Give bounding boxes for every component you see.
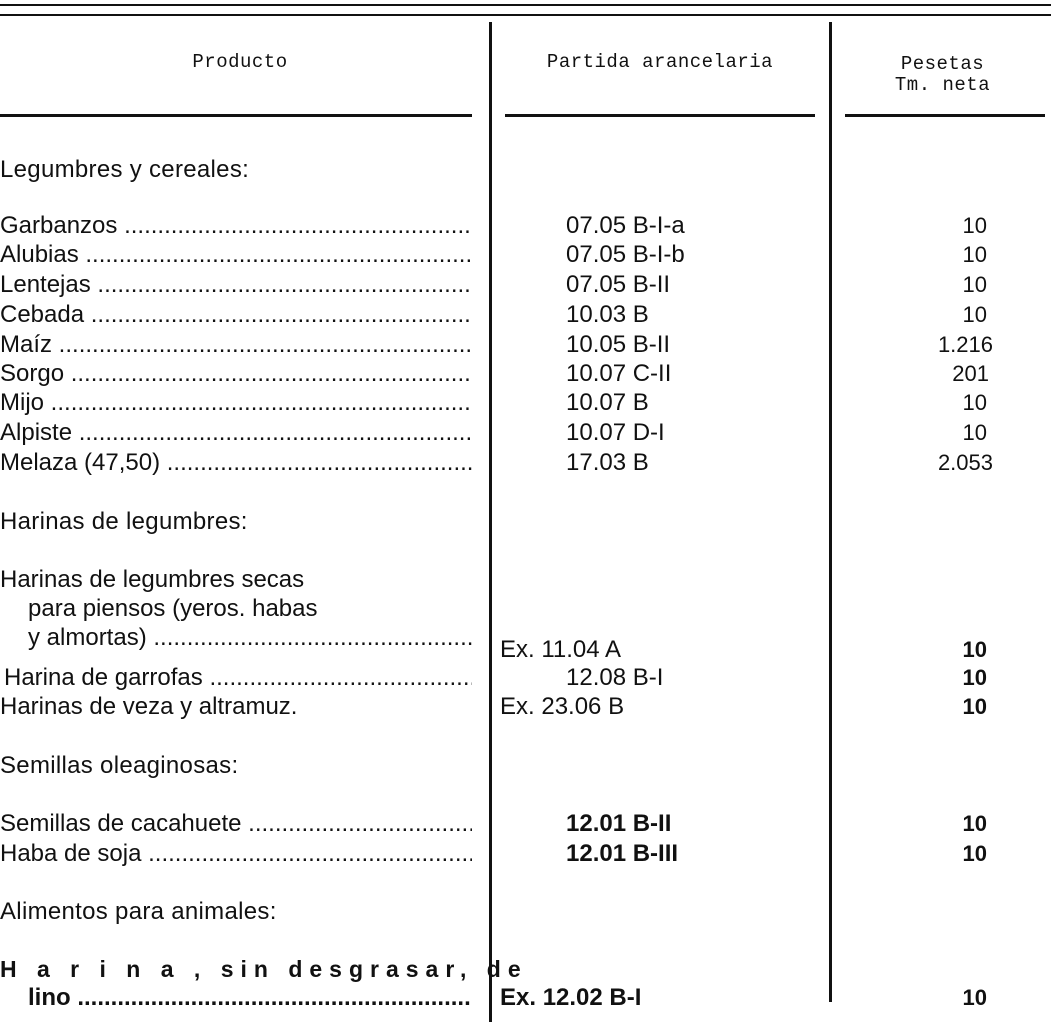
section-title: Legumbres y cereales: <box>0 156 250 183</box>
product-name-line: Harinas de legumbres secas <box>0 566 305 593</box>
price-value: 10 <box>962 242 987 267</box>
header-rule-producto <box>0 114 472 117</box>
product-name-line: para piensos (yeros. habas <box>28 595 318 622</box>
table-row <box>0 840 1051 870</box>
tariff-code: 12.08 B-I <box>566 664 664 691</box>
table-row <box>0 360 1051 390</box>
product-name: Haba de soja ..... <box>0 840 472 868</box>
product-name: Alpiste ..... <box>0 419 472 447</box>
tariff-code: 10.03 B <box>566 301 649 328</box>
price-value: 10 <box>962 985 987 1010</box>
price-value: 2.053 <box>937 450 993 475</box>
product-name: Cebada ..... <box>0 301 472 329</box>
header-pesetas-line2: Tm. neta <box>894 74 991 96</box>
table-row <box>0 810 1051 840</box>
product-name: Lentejas ..... <box>0 271 472 299</box>
price-value: 10 <box>962 665 987 690</box>
table-row <box>0 241 1051 271</box>
tariff-code: Ex. 23.06 B <box>500 693 625 720</box>
price-value: 1.216 <box>937 332 993 357</box>
product-name: Maíz ..... <box>0 331 472 359</box>
section-title: Harinas de legumbres: <box>0 508 248 535</box>
tariff-code: 12.01 B-III <box>566 840 679 867</box>
price-value: 10 <box>962 213 987 238</box>
price-value: 10 <box>962 694 987 719</box>
product-name: Harinas de veza y altramuz. <box>0 693 298 720</box>
product-name: Alubias ..... <box>0 241 472 269</box>
header-pesetas <box>840 54 1045 96</box>
table-row <box>0 212 1051 242</box>
tariff-code: 10.07 C-II <box>566 360 672 387</box>
tariff-code: 10.07 B <box>566 389 649 416</box>
section-title: Alimentos para animales: <box>0 898 277 925</box>
price-value: 10 <box>962 420 987 445</box>
price-value: 10 <box>962 390 987 415</box>
table-row <box>0 664 1051 694</box>
product-name-line <box>0 955 528 983</box>
product-name: Garbanzos ..... <box>0 212 472 240</box>
top-rule-second <box>0 14 1051 16</box>
tariff-code: Ex. 11.04 A <box>500 636 621 663</box>
header-partida: Partida arancelaria <box>546 51 774 73</box>
price-value: 10 <box>962 841 987 866</box>
table-row <box>0 955 1051 1017</box>
section-title: Semillas oleaginosas: <box>0 752 239 779</box>
product-name-line: y almortas) ..... <box>28 624 472 652</box>
tariff-code: 10.05 B-II <box>566 331 671 358</box>
table-row <box>0 301 1051 331</box>
price-value: 201 <box>952 361 989 386</box>
price-value: 10 <box>962 811 987 836</box>
tariff-code: Ex. 12.02 B-I <box>500 984 642 1011</box>
header-pesetas-line1: Pesetas <box>900 53 985 75</box>
product-name: Harina de garrofas ..... <box>4 664 472 692</box>
table-row <box>0 693 1051 723</box>
tariff-code: 12.01 B-II <box>566 810 672 837</box>
tariff-code: 07.05 B-II <box>566 271 671 298</box>
header-rule-pesetas <box>845 114 1045 117</box>
product-name: Sorgo ..... <box>0 360 472 388</box>
table-row <box>0 449 1051 479</box>
tariff-code: 17.03 B <box>566 449 649 476</box>
price-value: 10 <box>962 272 987 297</box>
header-producto: Producto <box>192 51 288 73</box>
tariff-code: 07.05 B-I-a <box>566 212 685 239</box>
product-name-spaced: H a r i n a , sin desgrasar, de <box>0 956 528 982</box>
price-value: 10 <box>962 637 987 662</box>
top-rule <box>0 4 1051 6</box>
product-name: Semillas de cacahuete ..... <box>0 810 472 838</box>
table-row <box>0 419 1051 449</box>
product-name: Melaza (47,50) ..... <box>0 449 472 477</box>
price-value: 10 <box>962 302 987 327</box>
table-row <box>0 389 1051 419</box>
table-row <box>0 566 1051 663</box>
table-row <box>0 331 1051 361</box>
tariff-code: 07.05 B-I-b <box>566 241 685 268</box>
header-rule-partida <box>505 114 815 117</box>
column-divider-1 <box>489 22 492 1022</box>
product-name-line: lino ..... <box>28 984 472 1012</box>
tariff-code: 10.07 D-I <box>566 419 665 446</box>
table-row <box>0 271 1051 301</box>
product-name: Mijo ..... <box>0 389 472 417</box>
